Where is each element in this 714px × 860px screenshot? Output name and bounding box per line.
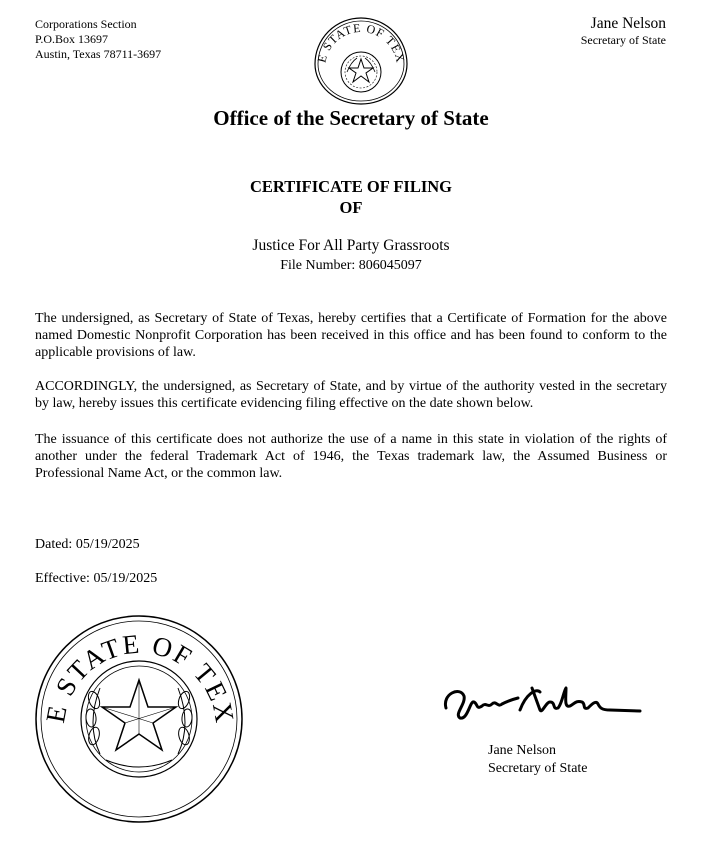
svg-text:THE STATE OF TEXAS: E STATE OF TEX (314, 20, 408, 65)
certification-paragraph: The undersigned, as Secretary of State of Texas, hereby certifies that a Certificate of Formation for the above named Domestic Nonprofit Corporation has been received in this office and has been found to conform to the applicable provisions of law. (35, 311, 667, 360)
signatory-name: Jane Nelson (488, 743, 557, 758)
office-title: Office of the Secretary of State (213, 106, 489, 130)
signature-image (440, 680, 646, 724)
signatory-title: Secretary of State (488, 761, 588, 776)
address-line-3: Austin, Texas 78711-3697 (35, 47, 162, 61)
effective-line (35, 571, 157, 587)
file-number-value: 806045097 (358, 258, 422, 273)
effective-label: Effective: (35, 571, 90, 586)
dated-line (35, 537, 140, 553)
effective-value: 05/19/2025 (93, 571, 158, 586)
address-line-2: P.O.Box 13697 (35, 32, 109, 46)
certificate-title-line-1: CERTIFICATE OF FILING (249, 177, 453, 196)
disclaimer-paragraph: The issuance of this certificate does not authorize the use of a name in this state in violation of the rights of another under the federal Trademark Act of 1946, the Texas trademark law, the Assumed Business or Professional Name Act, or the common law. (35, 432, 667, 481)
entity-name: Justice For All Party Grassroots (252, 237, 450, 254)
certificate-title (0, 176, 702, 218)
accordingly-paragraph: ACCORDINGLY, the undersigned, as Secretary of State, and by virtue of the authority vested in the secretary by law, hereby issues this certificate evidencing filing effective on the date shown below. (35, 379, 667, 411)
file-number (0, 257, 702, 274)
official-title: Secretary of State (580, 33, 666, 47)
texas-state-seal-large-icon (34, 614, 244, 824)
file-number-label: File Number: (280, 258, 356, 273)
texas-state-seal-icon (309, 16, 413, 108)
svg-text:THE STATE OF TEXAS: E STATE OF TEX (40, 628, 241, 727)
official-name: Jane Nelson (590, 15, 666, 32)
sender-address (35, 17, 161, 62)
address-line-1: Corporations Section (35, 17, 137, 31)
dated-value: 05/19/2025 (75, 537, 140, 552)
certificate-title-line-2: OF (339, 198, 363, 217)
dated-label: Dated: (35, 537, 73, 552)
official-header (581, 14, 666, 48)
